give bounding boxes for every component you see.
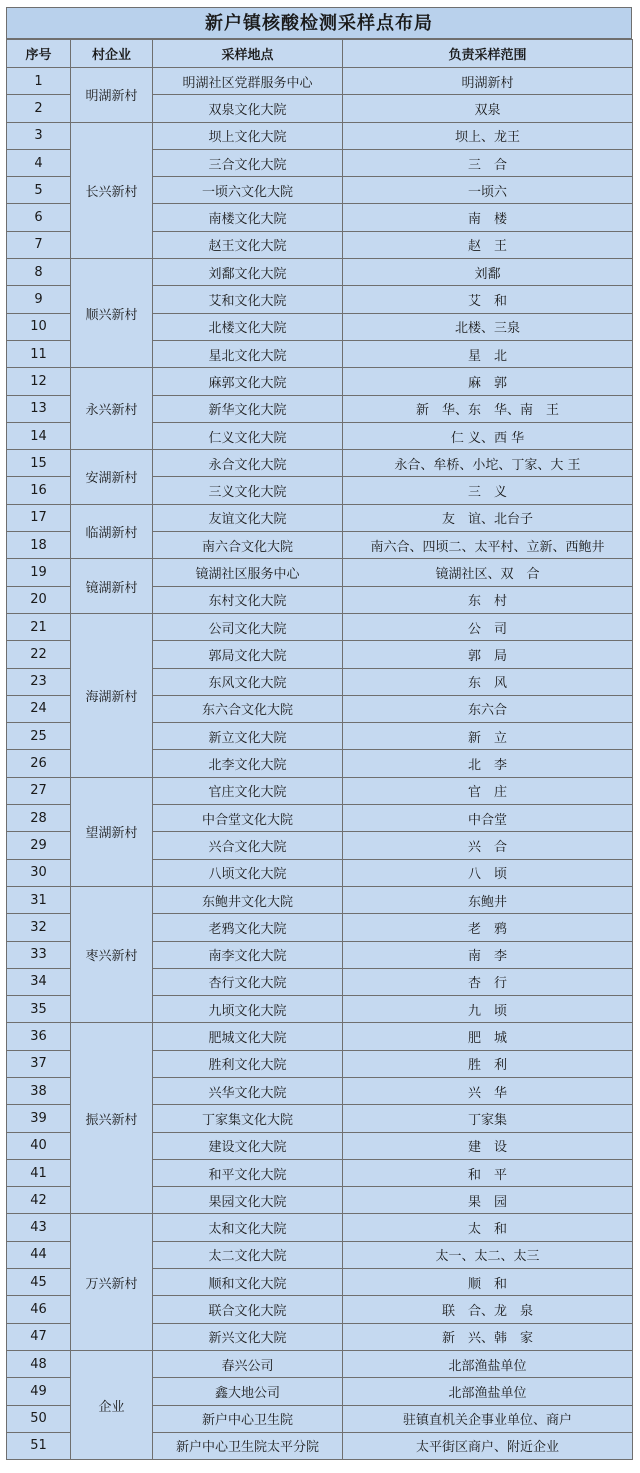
cell-no: 14 (7, 422, 71, 449)
cell-no: 24 (7, 695, 71, 722)
cell-village: 安湖新村 (71, 450, 153, 505)
cell-scope: 兴 合 (343, 832, 633, 859)
cell-site: 太和文化大院 (153, 1214, 343, 1241)
table-body (7, 68, 633, 1460)
cell-site: 杏行文化大院 (153, 968, 343, 995)
cell-scope: 兴 华 (343, 1077, 633, 1104)
cell-site: 九顷文化大院 (153, 996, 343, 1023)
cell-scope: 新 兴、韩 家 (343, 1323, 633, 1350)
cell-site: 太二文化大院 (153, 1241, 343, 1268)
cell-village: 长兴新村 (71, 122, 153, 258)
cell-no: 7 (7, 231, 71, 258)
cell-no: 34 (7, 968, 71, 995)
cell-village: 海湖新村 (71, 613, 153, 777)
cell-no: 36 (7, 1023, 71, 1050)
cell-no: 3 (7, 122, 71, 149)
cell-no: 48 (7, 1350, 71, 1377)
cell-site: 公司文化大院 (153, 613, 343, 640)
cell-site: 刘鄱文化大院 (153, 259, 343, 286)
cell-village: 望湖新村 (71, 777, 153, 886)
cell-village: 明湖新村 (71, 68, 153, 123)
cell-no: 32 (7, 914, 71, 941)
cell-village: 万兴新村 (71, 1214, 153, 1350)
cell-site: 新户中心卫生院 (153, 1405, 343, 1432)
cell-no: 4 (7, 149, 71, 176)
cell-scope: 南六合、四顷二、太平村、立新、西鲍井 (343, 532, 633, 559)
cell-scope: 北部渔盐单位 (343, 1378, 633, 1405)
cell-no: 29 (7, 832, 71, 859)
cell-no: 12 (7, 368, 71, 395)
cell-scope: 丁家集 (343, 1105, 633, 1132)
table-row (7, 368, 633, 395)
cell-no: 8 (7, 259, 71, 286)
cell-scope: 东鲍井 (343, 886, 633, 913)
cell-scope: 东 风 (343, 668, 633, 695)
cell-no: 5 (7, 177, 71, 204)
cell-site: 胜利文化大院 (153, 1050, 343, 1077)
cell-no: 26 (7, 750, 71, 777)
cell-scope: 永合、牟桥、小坨、丁家、大 王 (343, 450, 633, 477)
cell-scope: 新 华、东 华、南 王 (343, 395, 633, 422)
cell-scope: 双泉 (343, 95, 633, 122)
cell-no: 43 (7, 1214, 71, 1241)
cell-scope: 仁 义、西 华 (343, 422, 633, 449)
cell-scope: 刘鄱 (343, 259, 633, 286)
table-row (7, 559, 633, 586)
cell-scope: 东六合 (343, 695, 633, 722)
cell-site: 永合文化大院 (153, 450, 343, 477)
cell-no: 11 (7, 340, 71, 367)
cell-site: 一顷六文化大院 (153, 177, 343, 204)
cell-site: 东风文化大院 (153, 668, 343, 695)
cell-scope: 八 顷 (343, 859, 633, 886)
cell-no: 16 (7, 477, 71, 504)
cell-no: 38 (7, 1077, 71, 1104)
cell-scope: 麻 郭 (343, 368, 633, 395)
cell-no: 15 (7, 450, 71, 477)
cell-scope: 太平街区商户、附近企业 (343, 1432, 633, 1459)
cell-site: 丁家集文化大院 (153, 1105, 343, 1132)
cell-site: 鑫大地公司 (153, 1378, 343, 1405)
cell-site: 果园文化大院 (153, 1187, 343, 1214)
cell-scope: 顺 和 (343, 1269, 633, 1296)
cell-no: 21 (7, 613, 71, 640)
cell-site: 双泉文化大院 (153, 95, 343, 122)
cell-site: 新兴文化大院 (153, 1323, 343, 1350)
table-row (7, 259, 633, 286)
cell-no: 28 (7, 805, 71, 832)
cell-no: 50 (7, 1405, 71, 1432)
header-village: 村企业 (71, 40, 153, 68)
cell-scope: 北楼、三泉 (343, 313, 633, 340)
cell-no: 27 (7, 777, 71, 804)
cell-no: 22 (7, 641, 71, 668)
cell-no: 25 (7, 723, 71, 750)
cell-scope: 胜 利 (343, 1050, 633, 1077)
cell-site: 郭局文化大院 (153, 641, 343, 668)
cell-no: 44 (7, 1241, 71, 1268)
sheet-title: 新户镇核酸检测采样点布局 (6, 7, 632, 39)
cell-scope: 联 合、龙 泉 (343, 1296, 633, 1323)
header-row (7, 40, 633, 68)
cell-site: 东村文化大院 (153, 586, 343, 613)
cell-site: 八顷文化大院 (153, 859, 343, 886)
cell-scope: 果 园 (343, 1187, 633, 1214)
cell-village: 临湖新村 (71, 504, 153, 559)
cell-no: 30 (7, 859, 71, 886)
cell-no: 23 (7, 668, 71, 695)
cell-no: 2 (7, 95, 71, 122)
cell-no: 42 (7, 1187, 71, 1214)
table-row (7, 613, 633, 640)
cell-site: 和平文化大院 (153, 1159, 343, 1186)
cell-scope: 镜湖社区、双 合 (343, 559, 633, 586)
cell-site: 东鲍井文化大院 (153, 886, 343, 913)
cell-site: 麻郭文化大院 (153, 368, 343, 395)
cell-scope: 南 楼 (343, 204, 633, 231)
cell-no: 39 (7, 1105, 71, 1132)
cell-site: 老鸦文化大院 (153, 914, 343, 941)
header-site: 采样地点 (153, 40, 343, 68)
cell-site: 联合文化大院 (153, 1296, 343, 1323)
cell-site: 春兴公司 (153, 1350, 343, 1377)
cell-scope: 肥 城 (343, 1023, 633, 1050)
cell-scope: 太 和 (343, 1214, 633, 1241)
table-row (7, 450, 633, 477)
cell-scope: 一顷六 (343, 177, 633, 204)
cell-site: 星北文化大院 (153, 340, 343, 367)
cell-no: 41 (7, 1159, 71, 1186)
cell-no: 40 (7, 1132, 71, 1159)
cell-no: 18 (7, 532, 71, 559)
cell-site: 官庄文化大院 (153, 777, 343, 804)
sampling-sheet (6, 7, 632, 1460)
cell-no: 49 (7, 1378, 71, 1405)
cell-scope: 明湖新村 (343, 68, 633, 95)
cell-site: 南李文化大院 (153, 941, 343, 968)
cell-no: 13 (7, 395, 71, 422)
cell-no: 33 (7, 941, 71, 968)
cell-scope: 东 村 (343, 586, 633, 613)
cell-scope: 三 合 (343, 149, 633, 176)
cell-site: 镜湖社区服务中心 (153, 559, 343, 586)
header-scope: 负责采样范围 (343, 40, 633, 68)
table-row (7, 68, 633, 95)
cell-site: 三合文化大院 (153, 149, 343, 176)
cell-site: 建设文化大院 (153, 1132, 343, 1159)
header-no: 序号 (7, 40, 71, 68)
cell-scope: 郭 局 (343, 641, 633, 668)
cell-site: 东六合文化大院 (153, 695, 343, 722)
cell-scope: 太一、太二、太三 (343, 1241, 633, 1268)
cell-site: 南六合文化大院 (153, 532, 343, 559)
cell-village: 永兴新村 (71, 368, 153, 450)
cell-no: 37 (7, 1050, 71, 1077)
cell-scope: 赵 王 (343, 231, 633, 258)
cell-scope: 新 立 (343, 723, 633, 750)
cell-village: 企业 (71, 1350, 153, 1459)
table-row (7, 886, 633, 913)
cell-scope: 三 义 (343, 477, 633, 504)
cell-no: 47 (7, 1323, 71, 1350)
cell-village: 振兴新村 (71, 1023, 153, 1214)
cell-scope: 老 鸦 (343, 914, 633, 941)
cell-scope: 官 庄 (343, 777, 633, 804)
cell-site: 新华文化大院 (153, 395, 343, 422)
table-row (7, 1023, 633, 1050)
cell-site: 仁义文化大院 (153, 422, 343, 449)
table-row (7, 1214, 633, 1241)
cell-no: 20 (7, 586, 71, 613)
cell-site: 新户中心卫生院太平分院 (153, 1432, 343, 1459)
cell-no: 9 (7, 286, 71, 313)
cell-scope: 北 李 (343, 750, 633, 777)
cell-scope: 北部渔盐单位 (343, 1350, 633, 1377)
cell-no: 6 (7, 204, 71, 231)
cell-village: 顺兴新村 (71, 259, 153, 368)
cell-site: 兴合文化大院 (153, 832, 343, 859)
table-row (7, 1350, 633, 1377)
sampling-table (6, 39, 633, 1460)
cell-scope: 杏 行 (343, 968, 633, 995)
cell-scope: 友 谊、北台子 (343, 504, 633, 531)
cell-site: 明湖社区党群服务中心 (153, 68, 343, 95)
cell-scope: 和 平 (343, 1159, 633, 1186)
cell-scope: 南 李 (343, 941, 633, 968)
table-row (7, 122, 633, 149)
table-row (7, 504, 633, 531)
cell-site: 南楼文化大院 (153, 204, 343, 231)
cell-no: 35 (7, 996, 71, 1023)
cell-scope: 建 设 (343, 1132, 633, 1159)
cell-no: 17 (7, 504, 71, 531)
cell-scope: 中合堂 (343, 805, 633, 832)
cell-site: 肥城文化大院 (153, 1023, 343, 1050)
table-row (7, 777, 633, 804)
cell-site: 坝上文化大院 (153, 122, 343, 149)
cell-site: 友谊文化大院 (153, 504, 343, 531)
cell-scope: 艾 和 (343, 286, 633, 313)
cell-no: 45 (7, 1269, 71, 1296)
cell-scope: 九 顷 (343, 996, 633, 1023)
cell-scope: 坝上、龙王 (343, 122, 633, 149)
cell-scope: 驻镇直机关企事业单位、商户 (343, 1405, 633, 1432)
cell-scope: 星 北 (343, 340, 633, 367)
cell-no: 10 (7, 313, 71, 340)
cell-site: 赵王文化大院 (153, 231, 343, 258)
cell-no: 1 (7, 68, 71, 95)
cell-no: 19 (7, 559, 71, 586)
cell-site: 北楼文化大院 (153, 313, 343, 340)
cell-village: 镜湖新村 (71, 559, 153, 614)
cell-scope: 公 司 (343, 613, 633, 640)
cell-no: 51 (7, 1432, 71, 1459)
cell-site: 中合堂文化大院 (153, 805, 343, 832)
cell-site: 艾和文化大院 (153, 286, 343, 313)
cell-site: 北李文化大院 (153, 750, 343, 777)
cell-site: 兴华文化大院 (153, 1077, 343, 1104)
cell-site: 三义文化大院 (153, 477, 343, 504)
cell-site: 顺和文化大院 (153, 1269, 343, 1296)
cell-site: 新立文化大院 (153, 723, 343, 750)
cell-no: 31 (7, 886, 71, 913)
cell-no: 46 (7, 1296, 71, 1323)
cell-village: 枣兴新村 (71, 886, 153, 1022)
